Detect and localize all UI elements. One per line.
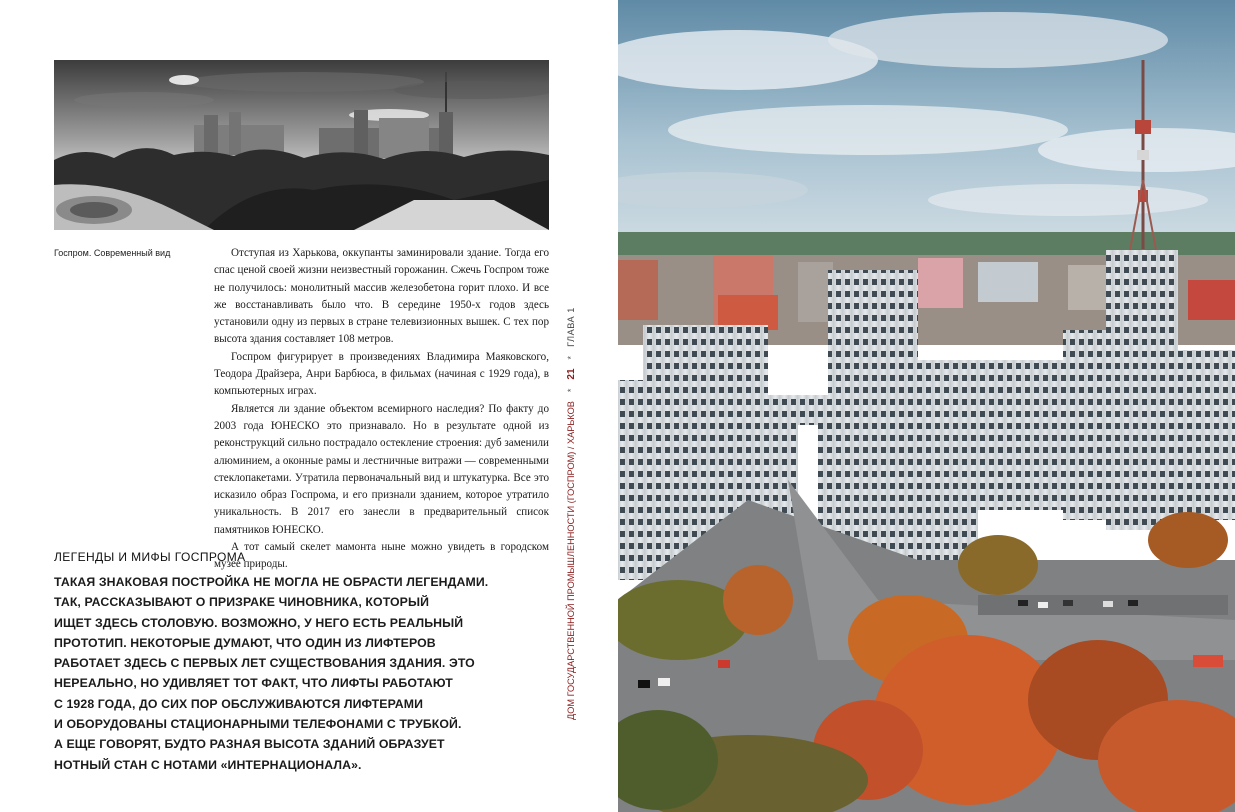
running-header bbox=[564, 260, 578, 720]
panorama-photo bbox=[54, 60, 549, 230]
body-text bbox=[214, 245, 549, 574]
separator-star: * bbox=[566, 355, 576, 360]
legends-line: ТАК, РАССКАЗЫВАЮТ О ПРИЗРАКЕ ЧИНОВНИКА, КОТОРЫЙ bbox=[54, 595, 430, 610]
legends-line: НЕРЕАЛЬНО, НО УДИВЛЯЕТ ТОТ ФАКТ, ЧТО ЛИФТЫ РАБОТАЮТ bbox=[54, 676, 453, 691]
legends-line: НОТНЫЙ СТАН С НОТАМИ «ИНТЕРНАЦИОНАЛА». bbox=[54, 757, 362, 772]
page-number: 21 bbox=[565, 368, 577, 380]
right-page bbox=[618, 0, 1235, 812]
body-paragraph: Отступая из Харькова, оккупанты заминировали здание. Тогда его спас ценой своей жизни неизвестный горожанин. Сжечь Госпром тоже не получилось: монолитный массив железобетона горит плохо. И все же восстанавливать было что. В середине 1950-х годов здесь установили одну из первых в стране телевизионных вышек. С тех пор высота здания составляет 108 метров. bbox=[214, 247, 549, 346]
body-paragraph: Госпром фигурирует в произведениях Владимира Маяковского, Теодора Драйзера, Анри Барбюса, в фильмах (начиная с 1929 года), в компьютерных играх. bbox=[214, 350, 549, 398]
derzhprom-photo bbox=[618, 0, 1235, 812]
body-paragraph: А тот самый скелет мамонта ныне можно увидеть в городском музее природы. bbox=[214, 541, 549, 571]
legends-line: И ОБОРУДОВАНЫ СТАЦИОНАРНЫМИ ТЕЛЕФОНАМИ С ТРУБКОЙ. bbox=[54, 717, 462, 732]
legends-heading: ЛЕГЕНДЫ И МИФЫ ГОСПРОМА bbox=[54, 550, 246, 564]
legends-text bbox=[54, 572, 489, 775]
legends-line: ПРОТОТИП. НЕКОТОРЫЕ ДУМАЮТ, ЧТО ОДИН ИЗ ЛИФТЕРОВ bbox=[54, 635, 436, 650]
legends-line: ТАКАЯ ЗНАКОВАЯ ПОСТРОЙКА НЕ МОГЛА НЕ ОБРАСТИ ЛЕГЕНДАМИ. bbox=[54, 575, 489, 589]
chapter-label: ГЛАВА 1 bbox=[566, 307, 576, 347]
photo-caption: Госпром. Современный вид bbox=[54, 248, 171, 258]
legends-line: С 1928 ГОДА, ДО СИХ ПОР ОБСЛУЖИВАЮТСЯ ЛИФТЕРАМИ bbox=[54, 696, 424, 711]
body-paragraph: Является ли здание объектом всемирного наследия? По факту до 2003 года ЮНЕСКО это признавало. Но в результате одной из реконструкций сильно пострадало остекление строения: дуб заменили алюминием, а оконные рамы и лестничные витражи — современными стеклопакетами. Утратила первоначальный вид и штукатурка. Все это исказило образ Госпрома, и его признали зданием, которое утратило уникальность. В 2017 его занесли в предварительный список памятников ЮНЕСКО. bbox=[214, 402, 549, 536]
legends-line: РАБОТАЕТ ЗДЕСЬ С ПЕРВЫХ ЛЕТ СУЩЕСТВОВАНИЯ ЗДАНИЯ. ЭТО bbox=[54, 656, 475, 671]
legends-line: ИЩЕТ ЗДЕСЬ СТОЛОВУЮ. ВОЗМОЖНО, У НЕГО ЕСТЬ РЕАЛЬНЫЙ bbox=[54, 615, 464, 630]
legends-line: А ЕЩЕ ГОВОРЯТ, БУДТО РАЗНАЯ ВЫСОТА ЗДАНИЙ ОБРАЗУЕТ bbox=[54, 737, 445, 752]
separator-star: * bbox=[566, 388, 576, 393]
running-title: ДОМ ГОСУДАРСТВЕННОЙ ПРОМЫШЛЕННОСТИ (ГОСПРОМ) / ХАРЬКОВ bbox=[566, 401, 576, 720]
